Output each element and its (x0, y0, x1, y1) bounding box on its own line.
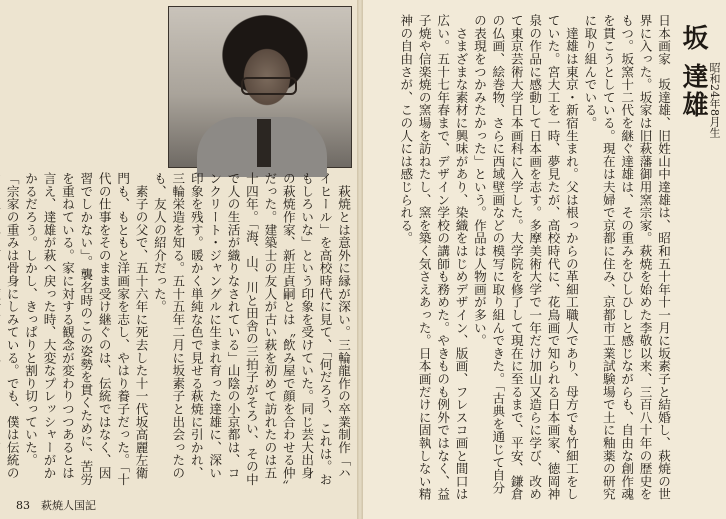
artist-name: 坂 達雄 (678, 24, 708, 120)
portrait-photo (168, 6, 352, 168)
birth-date: 昭和24年8月生 (708, 62, 721, 138)
right-body-text: 日本画家 坂達雄、旧姓山中達雄は、昭和五十年十一月に坂素子と結婚し、萩焼の世界に入った。坂家は旧萩藩御用窯宗家。萩焼を始めた李敬以来、三百八十年の歴史をもつ。坂窯十二代を継ぐ達雄は、その重みをひしひしと感じながらも、自由な創作魂を貫こうとしている。現在は夫婦で京都に住み、京都市工業試験場で土に釉薬の研究に取り組んでいる。 達雄は東京・新宿生まれ。父は根っからの革細工職人であり、母方でも竹細工をしていた。宮大工を一時、夢見たが、高校時代に、花鳥画で知られる日本画家、徳岡神泉の作品に感動して日本画を志す。多摩美術大学で一年だけ加山又造らに学び、改めて東京芸術大学日本画科に入学した。大学院を修了して現在に至るまで、平安、鎌倉の仏画、絵巻物、さらに西域壁画などの模写に取り組んできた。「古典を通じて自分の表現をつかみたかった」という。作品は人物画が多い。 さまざまな素材に興味があり、染織をはじめデザイン、版画、フレスコ画と間口は広い。五十七年春まで、デザイン学校の講師も務めた。やきものも例外ではなく、益子焼や信楽焼の窯場を訪ねたし、窯を築く気さえあった。日本画だけに固執しない精神の自由さが、この人には感じられる。 (398, 14, 671, 501)
page-footer: 83 萩焼人国記 (16, 499, 96, 512)
article-heading (676, 20, 722, 180)
photo-glasses (241, 77, 297, 95)
photo-tie (257, 119, 271, 167)
left-body-text-upper: 萩焼とは意外に縁が深い。三輪龍作の卒業制作「ハイヒール」を高校時代に見て、「何だろう、これは。おもしろいな」という印象を受けていた。同じ芸大出身の萩焼作家、新庄貞嗣とは〝飲み屋で顔を合わせる仲〟だった。建築士の友人が古い萩を初めて訪れたのは五十四年。「海、山、川と田舎の三拍子がそろい、その中で人の生活が織りなされている」山陰の小京都は、コンクリート・ジャングルに生まれ育った達雄に、深い印象を残す。暖かく単純な色で見せる萩焼に引かれ、三輪栄造を知る。五十五年二月に坂素子と出会ったのも、友人の紹介だった。 素子の父で、五十六年に死去した十一代坂高麗左衛門も、もともと洋画家を志し、やはり養子だった。「十代の仕事をそのまま受け継ぐのは、伝統ではなく、因習でしかない」。襲名時のこの姿勢を貫くために、苦労を重ねている。家に対する観念が変わりつつあるとは言え、達雄が萩へ戻った時、大変なプレッシャーがかかるだろう。しかし、きっぱりと割り切っていた。 「宗家の重みは骨身にしみている。でも、僕は伝統の (4, 172, 351, 486)
